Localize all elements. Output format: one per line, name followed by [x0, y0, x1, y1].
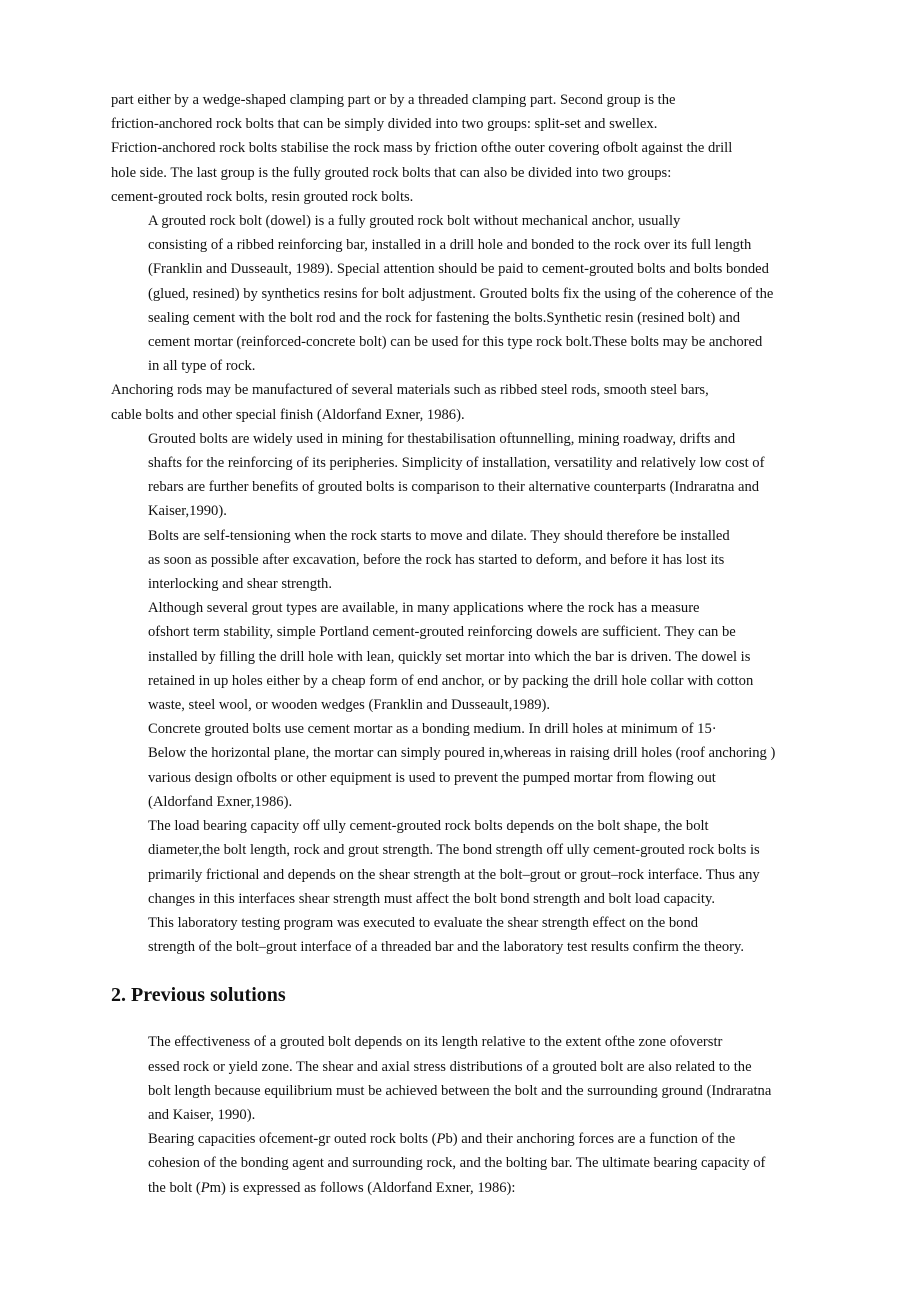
paragraph-line: changes in this interfaces shear strength must affect the bolt bond strength and bolt load capacity.	[148, 890, 715, 907]
paragraph-line: consisting of a ribbed reinforcing bar, installed in a drill hole and bonded to the rock over its full length	[148, 237, 752, 254]
paragraph-line: The effectiveness of a grouted bolt depends on its length relative to the extent ofthe zone ofoverstr	[148, 1034, 723, 1051]
paragraph	[111, 378, 811, 426]
paragraph	[111, 88, 811, 209]
paragraph-line	[111, 1176, 811, 1200]
paragraph	[111, 717, 811, 814]
paragraph-line: Grouted bolts are widely used in mining for thestabilisation oftunnelling, mining roadway, drifts and	[148, 430, 736, 447]
paragraphs-before-heading	[111, 88, 811, 959]
variable-symbol: P	[436, 1131, 446, 1148]
variable-subscript: m	[209, 1179, 221, 1196]
paragraph-line: shafts for the reinforcing of its peripheries. Simplicity of installation, versatility and relatively low cost of	[148, 455, 765, 472]
paragraph-line: A grouted rock bolt (dowel) is a fully grouted rock bolt without mechanical anchor, usually	[148, 213, 681, 230]
text-segment: Bearing capacities ofcement-gr outed rock bolts (	[148, 1131, 437, 1148]
paragraph-line: cement-grouted rock bolts, resin grouted rock bolts.	[111, 188, 414, 205]
paragraph-line: ofshort term stability, simple Portland cement-grouted reinforcing dowels are sufficient. They can be	[148, 624, 736, 641]
paragraph-line: cable bolts and other special finish (Aldorfand Exner, 1986).	[111, 406, 465, 423]
paragraph-line: installed by filling the drill hole with lean, quickly set mortar into which the bar is driven. The dowel is	[148, 648, 751, 665]
paragraph-line: (Franklin and Dusseault, 1989). Special attention should be paid to cement-grouted bolts and bolts bonded	[148, 261, 769, 278]
section-heading: 2. Previous solutions	[111, 984, 286, 1007]
paragraph-line: Below the horizontal plane, the mortar can simply poured in,whereas in raising drill holes (roof anchoring )	[148, 745, 776, 762]
paragraph-line: Bolts are self-tensioning when the rock starts to move and dilate. They should therefore be installed	[148, 527, 730, 544]
paragraph-line: Although several grout types are available, in many applications where the rock has a measure	[148, 600, 700, 617]
paragraph	[111, 524, 811, 597]
paragraph	[111, 209, 811, 378]
paragraph-line: (glued, resined) by synthetics resins for bolt adjustment. Grouted bolts fix the using of the coherence of the	[148, 285, 774, 302]
paragraph-line: essed rock or yield zone. The shear and axial stress distributions of a grouted bolt are also related to the	[148, 1058, 752, 1075]
paragraph-line: Anchoring rods may be manufactured of several materials such as ribbed steel rods, smooth steel bars,	[111, 382, 709, 399]
paragraph-line: waste, steel wool, or wooden wedges (Franklin and Dusseault,1989).	[148, 697, 551, 714]
paragraph-line: Friction-anchored rock bolts stabilise the rock mass by friction ofthe outer covering ofbolt against the drill	[111, 140, 733, 157]
body-text	[111, 88, 811, 1200]
paragraph-line: cohesion of the bonding agent and surrounding rock, and the bolting bar. The ultimate bearing capacity of	[148, 1155, 766, 1172]
paragraph-line: diameter,the bolt length, rock and grout strength. The bond strength off ully cement-grouted rock bolts is	[148, 842, 760, 859]
paragraph-line: strength of the bolt–grout interface of a threaded bar and the laboratory test results confirm the theory.	[148, 939, 744, 956]
paragraph-line: part either by a wedge-shaped clamping part or by a threaded clamping part. Second group is the	[111, 92, 676, 108]
variable-symbol: P	[200, 1179, 210, 1196]
paragraph-line: and Kaiser, 1990).	[148, 1106, 256, 1123]
paragraph-line: This laboratory testing program was executed to evaluate the shear strength effect on the bond	[148, 914, 699, 931]
paragraph-line: bolt length because equilibrium must be achieved between the bolt and the surrounding ground (Indraratna	[148, 1082, 772, 1099]
text-segment: ) is expressed as follows (Aldorfand Exner, 1986):	[220, 1179, 516, 1196]
paragraph	[111, 596, 811, 717]
paragraphs-after-heading	[111, 1030, 811, 1127]
paragraph-line	[111, 1127, 811, 1151]
paragraph-line: retained in up holes either by a cheap form of end anchor, or by packing the drill hole collar with cotton	[148, 672, 754, 689]
paragraph	[111, 911, 811, 959]
paragraph-line: Concrete grouted bolts use cement mortar as a bonding medium. In drill holes at minimum of 15·	[148, 721, 717, 738]
paragraph-line: The load bearing capacity off ully cement-grouted rock bolts depends on the bolt shape, the bolt	[148, 818, 709, 835]
variable-subscript: b	[445, 1131, 453, 1148]
paragraph-line: interlocking and shear strength.	[148, 576, 332, 593]
paragraph-line: hole side. The last group is the fully grouted rock bolts that can also be divided into two groups:	[111, 164, 672, 181]
paragraph-line: as soon as possible after excavation, before the rock has started to deform, and before it has lost its	[148, 551, 725, 568]
paragraph-line: primarily frictional and depends on the shear strength at the bolt–grout or grout–rock interface. Thus any	[148, 866, 760, 883]
text-segment: the bolt (	[148, 1179, 201, 1196]
paragraph-line: in all type of rock.	[148, 358, 256, 375]
paragraph-line: friction-anchored rock bolts that can be simply divided into two groups: split-set and swellex.	[111, 116, 658, 133]
paragraph-line: rebars are further benefits of grouted bolts is comparison to their alternative counterparts (Indraratna and	[148, 479, 760, 496]
paragraph-bearing-capacity	[111, 1127, 811, 1200]
paragraph	[111, 1030, 811, 1127]
paragraph-line: Kaiser,1990).	[148, 503, 227, 520]
paragraph-line: cement mortar (reinforced-concrete bolt) can be used for this type rock bolt.These bolts may be anchored	[148, 334, 763, 351]
paragraph-line: various design ofbolts or other equipment is used to prevent the pumped mortar from flowing out	[148, 769, 716, 786]
paragraph-line: sealing cement with the bolt rod and the rock for fastening the bolts.Synthetic resin (resined bolt) and	[148, 309, 741, 326]
paragraph	[111, 427, 811, 524]
text-segment: ) and their anchoring forces are a function of the	[452, 1131, 736, 1148]
paragraph-line: (Aldorfand Exner,1986).	[148, 793, 293, 810]
paragraph	[111, 814, 811, 911]
